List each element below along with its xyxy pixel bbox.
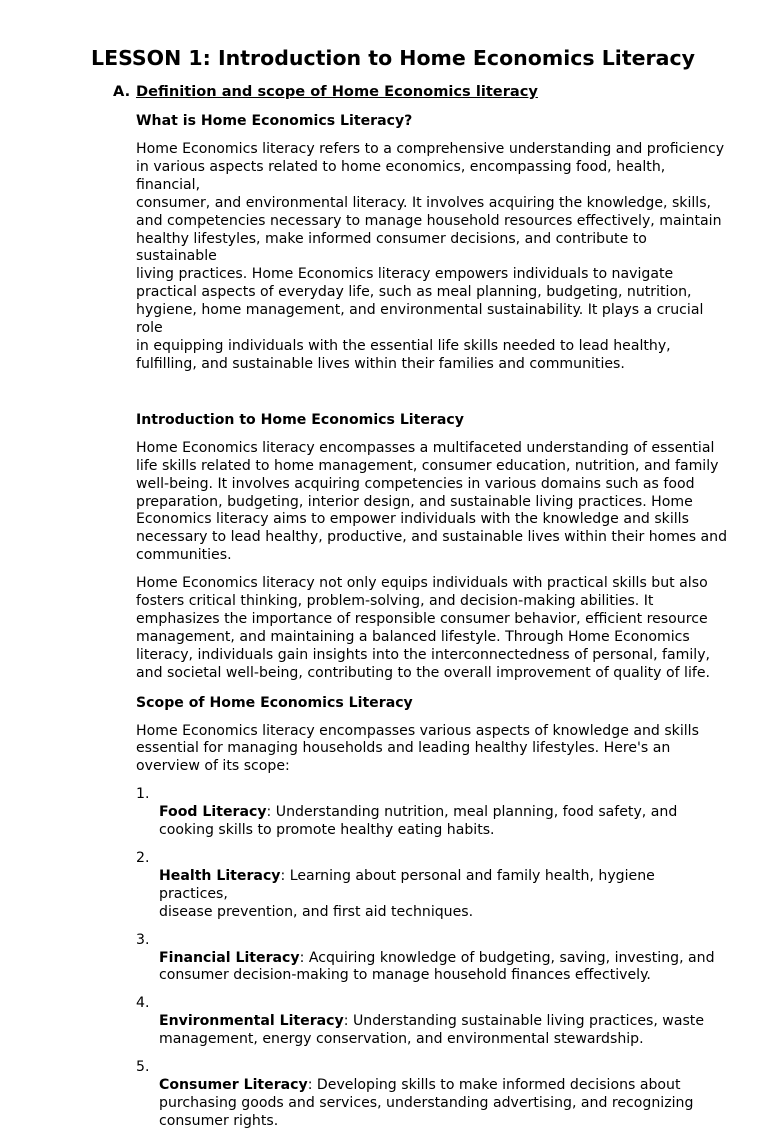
- scope-item-number: 4.: [136, 995, 150, 1012]
- scope-intro: Home Economics literacy encompasses various aspects of knowledge and skills essential for managing households and leading healthy lifestyles. Here's an overview of its scope:: [136, 722, 699, 775]
- scope-item-description: : Understanding sustainable living practices, waste management, energy conservation, and environmental stewardship.: [159, 1013, 704, 1048]
- section-a-title: Definition and scope of Home Economics literacy: [136, 83, 538, 100]
- section-spacer: [136, 384, 728, 410]
- scope-item-term: Financial Literacy: [159, 949, 300, 966]
- introduction-heading: Introduction to Home Economics Literacy: [136, 411, 464, 428]
- lesson-content: [136, 111, 728, 1141]
- scope-item-number: 3.: [136, 931, 150, 948]
- scope-heading: Scope of Home Economics Literacy: [136, 694, 413, 711]
- section-a-heading: [113, 82, 538, 102]
- introduction-paragraph-1: Home Economics literacy encompasses a multifaceted understanding of essential life skills related to home management, consumer education, nutrition, and family well-being. It involves acquiring competencies in various domains such as food preparation, budgeting, interior design, and sustainable living practices. Home Economics literacy aims to empower individuals with the knowledge and skills necessary to lead healthy, productive, and sustainable lives within their homes and communities.: [136, 439, 728, 564]
- scope-item-number: 5.: [136, 1059, 150, 1076]
- scope-item-description: : Acquiring knowledge of budgeting, saving, investing, and consumer decision-making to manage household finances effectively.: [159, 949, 715, 984]
- section-a-letter: A.: [113, 83, 131, 100]
- what-is-heading: What is Home Economics Literacy?: [136, 113, 413, 129]
- scope-item-food: [136, 786, 728, 840]
- scope-item-term: Environmental Literacy: [159, 1013, 344, 1030]
- what-is-paragraph: Home Economics literacy refers to a comprehensive understanding and proficiency in various aspects related to home economics, encompassing food, health, financial, consumer, and environmental literacy. It involves acquiring the knowledge, skills, and competencies necessary to manage household resources effectively, maintain healthy lifestyles, make informed consumer decisions, and contribute to sustainable living practices. Home Economics literacy empowers individuals to navigate practical aspects of everyday life, such as meal planning, budgeting, nutrition, hygiene, home management, and environmental sustainability. It plays a crucial role in equipping individuals with the essential life skills needed to lead healthy, fulfilling, and sustainable lives within their families and communities.: [136, 141, 725, 372]
- scope-item-number: 1.: [136, 786, 150, 803]
- scope-item-health: [136, 850, 728, 922]
- scope-item-term: Food Literacy: [159, 804, 267, 821]
- lesson-title: LESSON 1: Introduction to Home Economics Literacy: [91, 46, 695, 70]
- scope-item-description: : Developing skills to make informed decisions about purchasing goods and services, understanding advertising, and recognizing consumer rights.: [159, 1076, 694, 1129]
- scope-item-consumer: [136, 1059, 728, 1131]
- scope-item-number: 2.: [136, 850, 150, 866]
- scope-item-financial: [136, 932, 728, 986]
- scope-item-term: Health Literacy: [159, 867, 281, 884]
- scope-list: [136, 786, 728, 1130]
- scope-item-term: Consumer Literacy: [159, 1076, 308, 1093]
- introduction-paragraph-2: Home Economics literacy not only equips individuals with practical skills but also fosters critical thinking, problem-solving, and decision-making abilities. It emphasizes the importance of responsible consumer behavior, efficient resource management, and maintaining a balanced lifestyle. Through Home Economics literacy, individuals gain insights into the interconnectedness of personal, family, and societal well-being, contributing to the overall improvement of quality of life.: [136, 575, 711, 681]
- scope-item-description: : Learning about personal and family health, hygiene practices, disease prevention, and first aid techniques.: [159, 867, 655, 920]
- scope-item-description: : Understanding nutrition, meal planning, food safety, and cooking skills to promote healthy eating habits.: [159, 804, 678, 839]
- scope-item-environmental: [136, 995, 728, 1049]
